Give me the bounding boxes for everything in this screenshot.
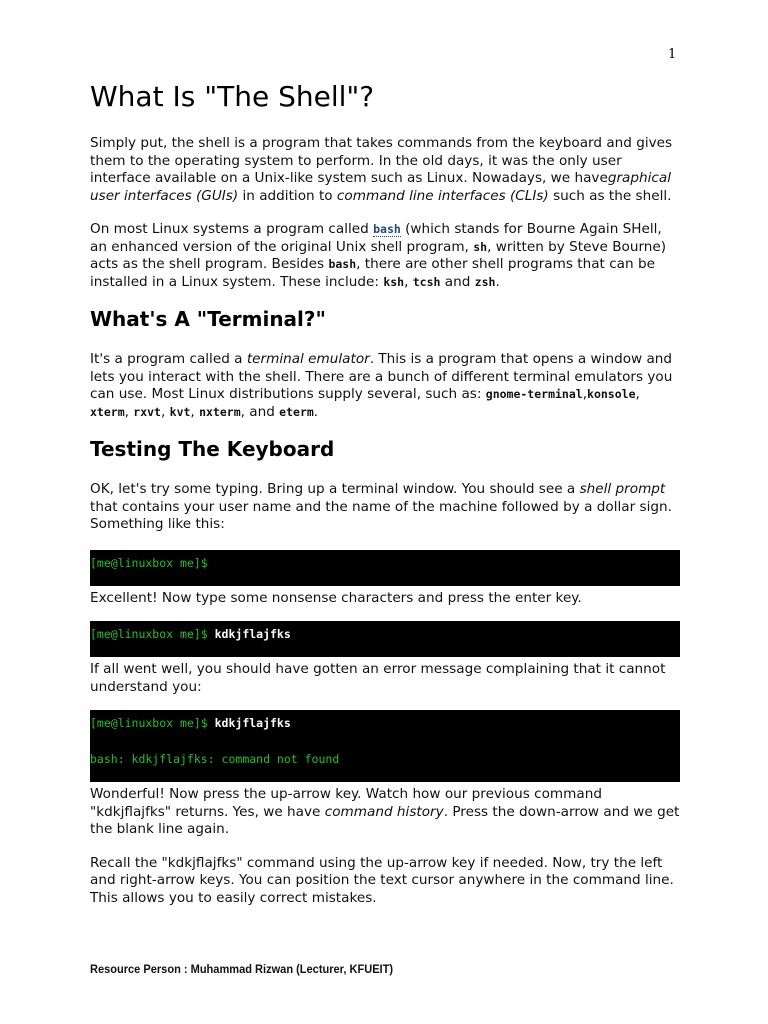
terminal-sep-5: , xyxy=(190,403,200,420)
cmd-sh: sh xyxy=(473,239,488,254)
cmd-ksh: ksh xyxy=(383,274,405,289)
footer-resource-person: Resource Person : Muhammad Rizwan (Lecturer, KFUEIT) xyxy=(90,962,394,976)
page-number: 1 xyxy=(668,47,677,62)
terminal-blank-line xyxy=(90,732,680,750)
wonderful-em: command history xyxy=(324,803,444,820)
intro-em-gui: graphical user interfaces (GUIs) xyxy=(90,170,671,204)
wonderful-text-1: Wonderful! Now press the up-arrow key. Watch how our previous command "kdkjflajfks" returns. Yes, we have xyxy=(90,786,602,820)
cmd-rxvt: rxvt xyxy=(133,404,161,419)
intro-em-cli: command line interfaces (CLIs) xyxy=(336,187,549,204)
terminal-prompt: [me@linuxbox me]$ xyxy=(90,555,208,570)
keyboard-heading: Testing The Keyboard xyxy=(90,437,335,461)
error-paragraph: If all went well, you should have gotten an error message complaining that it cannot understand you: xyxy=(90,661,666,695)
bash-text-1: On most Linux systems a program called xyxy=(90,221,374,237)
typing-text-2: that contains your user name and the name of the machine followed by a dollar sign. Something like this: xyxy=(90,498,672,532)
bash-text-6: . xyxy=(495,273,500,290)
terminal-sep-2: , xyxy=(635,386,640,402)
bash-text-5: and xyxy=(440,273,475,290)
bash-paragraph xyxy=(90,221,680,291)
cmd-zsh: zsh xyxy=(474,274,496,289)
cmd-tcsh: tcsh xyxy=(412,274,441,289)
terminal-heading: What's A "Terminal?" xyxy=(90,307,326,331)
cmd-bash: bash xyxy=(328,257,357,271)
cmd-gnome-terminal: gnome-terminal xyxy=(485,387,583,401)
typing-text-1: OK, let's try some typing. Bring up a terminal window. You should see a xyxy=(90,481,580,497)
terminal-text-1: It's a program called a xyxy=(90,351,247,367)
terminal-prompt: [me@linuxbox me]$ xyxy=(90,627,215,641)
terminal-sep-4: , xyxy=(160,403,170,420)
wonderful-text-2: . Press the down-arrow and we get the blank line again. xyxy=(90,803,680,837)
cmd-xterm: xterm xyxy=(90,404,125,419)
terminal-prompt: [me@linuxbox me]$ xyxy=(90,716,215,730)
terminal-em: terminal emulator xyxy=(246,351,370,367)
intro-text-2: in addition to xyxy=(238,187,337,204)
wonderful-paragraph xyxy=(90,786,680,839)
terminal-text-2: . This is a program that opens a window and lets you interact with the shell. There are a bunch of different terminal emulators you can use. Most Linux distributions supply several, such as: xyxy=(90,351,673,402)
terminal-block-typed xyxy=(90,621,680,657)
terminal-sep-6: , and xyxy=(240,403,280,420)
intro-text-3: such as the shell. xyxy=(548,187,672,204)
terminal-typed-command: kdkjflajfks xyxy=(214,627,291,641)
cmd-konsole: konsole xyxy=(587,387,636,401)
bash-text-4: , there are other shell programs that can be installed in a Linux system. These include: xyxy=(90,256,655,290)
terminal-sep-3: , xyxy=(124,403,134,420)
bash-text-2: (which stands for Bourne Again SHell, an enhanced version of the original Unix shell program, xyxy=(90,221,662,255)
bash-link[interactable]: bash xyxy=(373,222,401,236)
terminal-sep-1: , xyxy=(582,386,588,402)
intro-paragraph xyxy=(90,135,680,205)
cmd-nxterm: nxterm xyxy=(199,404,241,419)
terminal-error-message: bash: kdkjflajfks: command not found xyxy=(90,752,340,766)
typing-em: shell prompt xyxy=(579,481,666,497)
typing-paragraph xyxy=(90,481,680,534)
document-body xyxy=(90,80,680,923)
terminal-block-prompt xyxy=(90,550,680,586)
cmd-eterm: eterm xyxy=(279,404,314,419)
cmd-kvt: kvt xyxy=(169,404,191,419)
recall-paragraph: Recall the "kdkjflajfks" command using the up-arrow key if needed. Now, try the left and right-arrow keys. You can position the text cursor anywhere in the command line. This allows you to easily correct mistakes. xyxy=(90,854,674,906)
intro-text-1: Simply put, the shell is a program that takes commands from the keyboard and gives them to the operating system to perform. In the old days, it was the only user interface available on a Unix-like system such as Linux. Nowadays, we have xyxy=(90,135,673,186)
bash-comma: , xyxy=(404,273,413,290)
bash-text-3: , written by Steve Bourne) acts as the shell program. Besides xyxy=(90,238,667,272)
terminal-block-error xyxy=(90,710,680,782)
page-title: What Is "The Shell"? xyxy=(90,80,375,113)
excellent-paragraph: Excellent! Now type some nonsense characters and press the enter key. xyxy=(90,589,582,606)
terminal-paragraph xyxy=(90,351,680,421)
terminal-typed-command: kdkjflajfks xyxy=(214,716,291,730)
terminal-sep-7: . xyxy=(313,403,319,420)
